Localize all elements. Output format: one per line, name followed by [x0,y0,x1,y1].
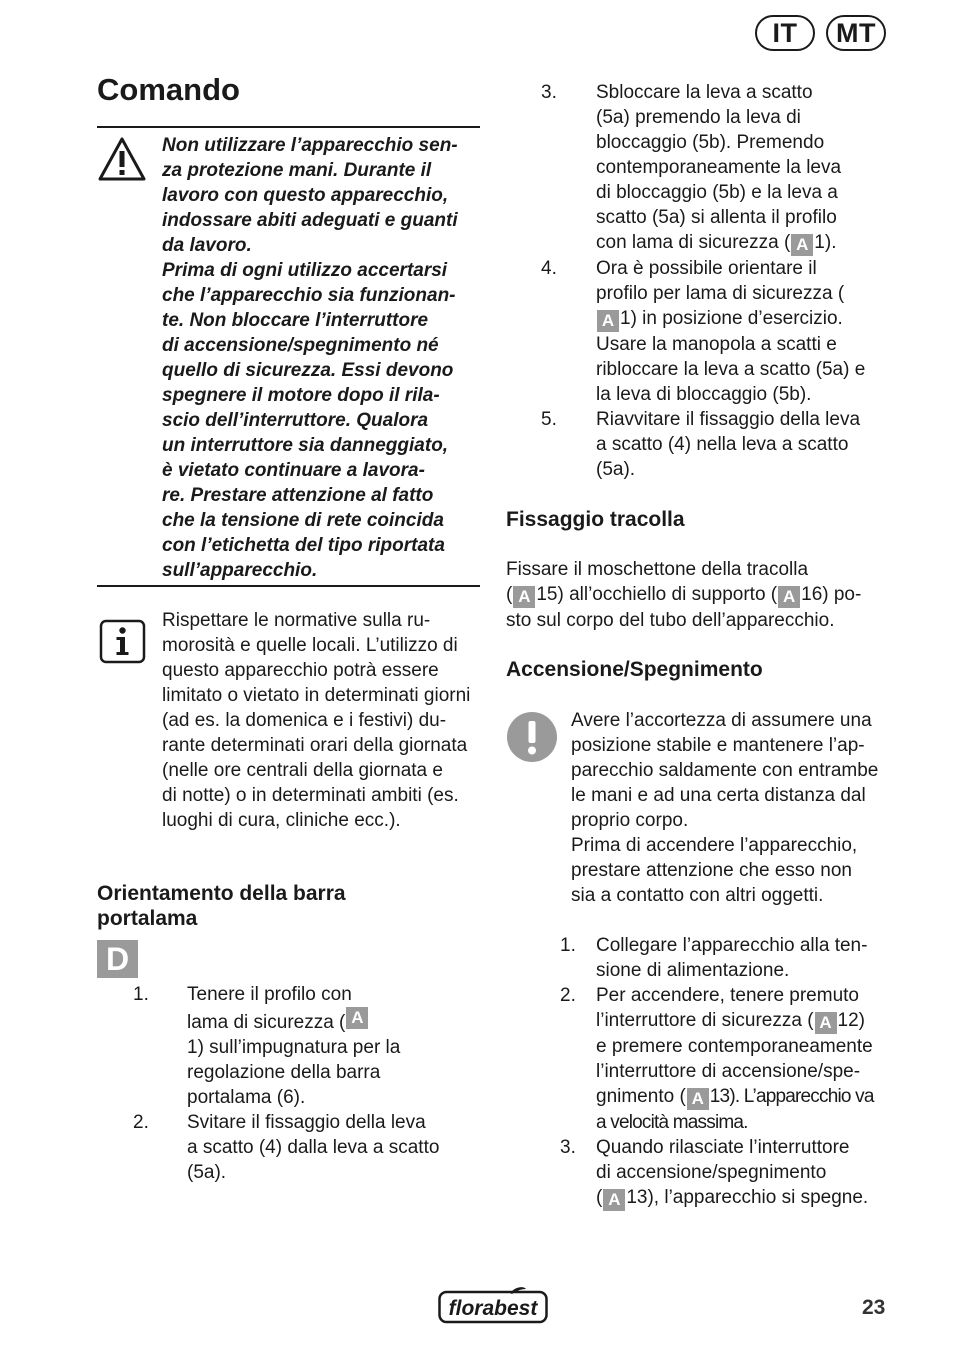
info-line: morosità e quelle locali. L’utilizzo di [162,635,458,656]
list-item [541,407,891,482]
info-line: luoghi di cura, cliniche ecc.). [162,810,401,831]
tracolla-line: sto sul corpo del tubo dell’apparecchio. [506,610,835,631]
note-line: Prima di accendere l’apparecchio, [571,835,858,856]
list-item [133,982,473,1110]
tracolla-line: ( [506,584,513,605]
list-line: 13). L’apparecchio va [709,1086,874,1107]
list-line: (5a) premendo la leva di [596,107,801,128]
note-line: Avere l’accortezza di assumere una [571,710,872,731]
figure-badge-a: A [791,234,813,256]
figure-badge-a: A [597,310,619,332]
list-line: a scatto (4) dalla leva a scatto [187,1137,440,1158]
list-line: con lama di sicurezza ( [596,232,791,253]
list-item [541,256,891,407]
tracolla-line: 16) po- [801,584,862,605]
list-line: ribloccare la leva a scatto (5a) e [596,359,866,380]
list-number: 3. [560,1137,576,1158]
list-line: scatto (5a) si allenta il profilo [596,207,837,228]
warning-bottom-rule [97,585,480,587]
warning-line: è vietato continuare a lavora- [162,460,425,481]
page-number: 23 [862,1296,886,1319]
list-line: Tenere il profilo con [187,984,352,1005]
warning-line: quello di sicurezza. Essi devono [162,360,454,381]
accensione-note [571,708,878,908]
list-line: di accensione/spegnimento [596,1162,827,1183]
heading-orientamento [97,881,346,931]
warning-text [162,133,458,583]
warning-line: un interruttore sia danneggiato, [162,435,449,456]
florabest-logo [438,1286,548,1324]
warning-line: che l’apparecchio sia funzionan- [162,285,456,306]
note-line: parecchio saldamente con entrambe [571,760,879,781]
note-line: prestare attenzione che esso non [571,860,852,881]
list-line: Sbloccare la leva a scatto [596,82,813,103]
warning-line: da lavoro. [162,235,252,256]
warning-line: te. Non bloccare l’interruttore [162,310,429,331]
list-line: profilo per lama di sicurezza ( [596,283,845,304]
list-line: a scatto (4) nella leva a scatto [596,434,849,455]
heading-tracolla: Fissaggio tracolla [506,508,685,531]
list-item [560,933,900,983]
list-line: regolazione della barra [187,1062,381,1083]
list-line: Riavvitare il fissaggio della leva [596,409,861,430]
warning-line: Non utilizzare l’apparecchio sen- [162,135,458,156]
list-line: ( [596,1187,603,1208]
list-number: 3. [541,82,557,103]
note-line: le mani e ad una certa distanza dal [571,785,866,806]
note-line: proprio corpo. [571,810,689,831]
list-line: contemporaneamente la leva [596,157,842,178]
note-line: posizione stabile e mantenere l’ap- [571,735,865,756]
list-line: l’interruttore di accensione/spe- [596,1061,861,1082]
list-number: 2. [133,1112,149,1133]
warning-line: re. Prestare attenzione al fatto [162,485,434,506]
info-line: (nelle ore centrali della giornata e [162,760,443,781]
orientamento-list [133,982,473,1185]
figure-badge-a: A [603,1189,625,1211]
info-line: limitato o vietato in determinati giorni [162,685,471,706]
heading-line: portalama [97,907,198,930]
list-number: 2. [560,985,576,1006]
heading-accensione: Accensione/Spegnimento [506,658,763,681]
list-number: 1. [560,935,576,956]
list-line: lama di sicurezza ( [187,1012,346,1033]
list-number: 5. [541,409,557,430]
list-line: 12) [837,1010,865,1031]
warning-line: di accensione/spegnimento né [162,335,439,356]
warning-line: sull’apparecchio. [162,560,318,581]
list-line: 1) sull’impugnatura per la [187,1037,401,1058]
list-line: sione di alimentazione. [596,960,790,981]
figure-badge-a: A [346,1007,368,1029]
orientamento-list-continued [541,80,891,482]
warning-line: con l’etichetta del tipo riportata [162,535,445,556]
list-item [560,983,900,1135]
list-line: Usare la manopola a scatti e [596,334,837,355]
tracolla-line: Fissare il moschettone della tracolla [506,559,809,580]
list-line: di bloccaggio (5b) e la leva a [596,182,838,203]
list-item [560,1135,900,1211]
figure-badge-a: A [513,586,535,608]
page-title: Comando [97,72,240,107]
info-line: di notte) o in determinati ambiti (es. [162,785,459,806]
list-line: 1) in posizione d’esercizio. [620,308,843,329]
heading-line: Orientamento della barra [97,882,346,905]
list-line: l’interruttore di sicurezza ( [596,1010,814,1031]
list-line: 13), l’apparecchio si spegne. [626,1187,869,1208]
tracolla-line: 15) all’occhiello di supporto ( [536,584,778,605]
figure-badge-a: A [778,586,800,608]
warning-line: che la tensione di rete coincida [162,510,444,531]
info-line: rante determinati orari della giornata [162,735,468,756]
tracolla-text [506,557,861,633]
figure-badge-a: A [815,1012,837,1034]
list-number: 1. [133,984,149,1005]
list-item [133,1110,473,1185]
list-line: bloccaggio (5b). Premendo [596,132,825,153]
list-line: portalama (6). [187,1087,306,1108]
list-line: Quando rilasciate l’interruttore [596,1137,850,1158]
list-line: gnimento ( [596,1086,686,1107]
warning-triangle-icon [97,136,147,182]
info-icon [99,619,146,664]
list-line: 1). [814,232,837,253]
list-line: Collegare l’apparecchio alla ten- [596,935,868,956]
figure-badge-d: D [97,940,138,978]
warning-top-rule [97,126,480,128]
list-line: Svitare il fissaggio della leva [187,1112,426,1133]
list-line: (5a). [596,459,636,480]
list-line: (5a). [187,1162,227,1183]
brand-text: florabest [448,1297,538,1320]
accensione-list [560,933,900,1211]
info-text [162,608,470,833]
info-line: Rispettare le normative sulla ru- [162,610,431,631]
warning-line: indossare abiti adeguati e guanti [162,210,458,231]
list-line: a velocità massima. [596,1112,748,1133]
warning-line: Prima di ogni utilizzo accertarsi [162,260,448,281]
warning-line: za protezione mani. Durante il [162,160,432,181]
list-line: Per accendere, tenere premuto [596,985,859,1006]
warning-line: lavoro con questo apparecchio, [162,185,449,206]
list-line: la leva di bloccaggio (5b). [596,384,812,405]
info-line: (ad es. la domenica e i festivi) du- [162,710,447,731]
warning-line: scio dell’interruttore. Qualora [162,410,429,431]
figure-badge-a: A [687,1088,709,1110]
lang-badge-it: IT [755,15,815,51]
lang-badge-mt: MT [826,15,886,51]
note-line: sia a contatto con altri oggetti. [571,885,824,906]
info-line: questo apparecchio potrà essere [162,660,439,681]
list-item [541,80,891,256]
exclamation-circle-icon [507,712,557,762]
list-number: 4. [541,258,557,279]
warning-line: spegnere il motore dopo il rila- [162,385,440,406]
list-line: Ora è possibile orientare il [596,258,817,279]
list-line: e premere contemporaneamente [596,1036,873,1057]
